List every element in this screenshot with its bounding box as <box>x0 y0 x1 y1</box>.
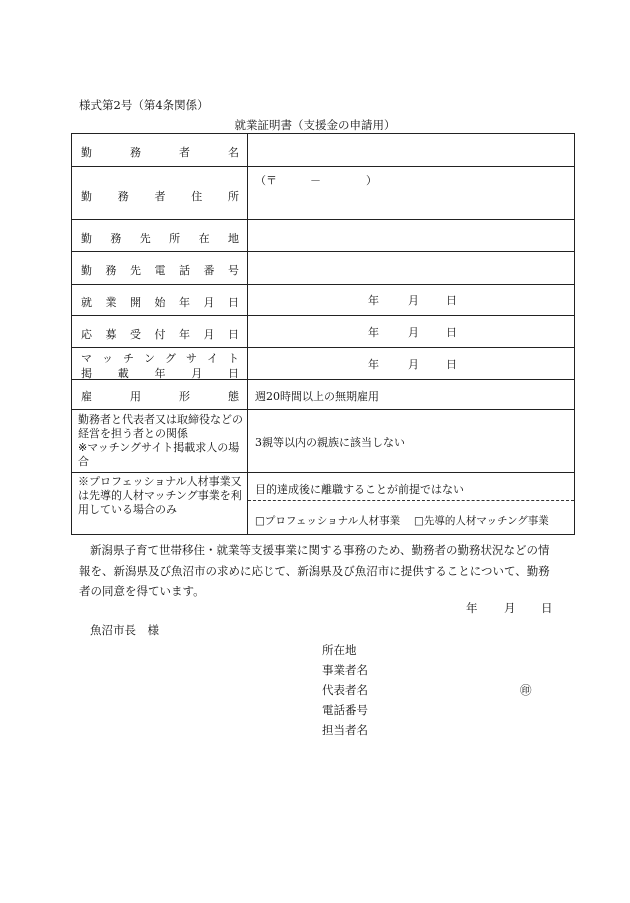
date-month: 月 <box>408 325 419 339</box>
label-char: 募 <box>105 328 117 341</box>
checkbox-lead-matching[interactable]: □先導的人材マッチング事業 <box>414 515 549 527</box>
label-char: 掲 <box>81 367 92 380</box>
label-char: 所 <box>169 232 181 245</box>
label-worker-address <box>81 188 239 204</box>
row-worker-name <box>72 134 574 167</box>
row-professional-program <box>72 473 574 534</box>
checkbox-professional[interactable]: □プロフェッショナル人材事業 <box>255 515 401 527</box>
label-employment-start <box>81 294 239 310</box>
label-char: ッ <box>102 352 113 365</box>
contact-person-label: 担当者名 <box>322 723 368 737</box>
label-char: 雇 <box>81 390 92 403</box>
label-char: 務 <box>105 264 117 277</box>
label-char: 月 <box>203 328 215 341</box>
label-char: グ <box>165 352 176 365</box>
label-matching-site-line1 <box>81 350 239 366</box>
seal-icon: ㊞ <box>520 683 532 697</box>
phone-label: 電話番号 <box>322 703 368 717</box>
date-day: 日 <box>446 357 457 371</box>
row-matching-site-date <box>72 348 574 380</box>
label-char: 勤 <box>81 146 92 159</box>
representative-label: 代表者名 <box>322 683 368 697</box>
label-char: 応 <box>81 328 92 341</box>
label-workplace-phone <box>81 262 239 278</box>
form-number: 様式第2号（第4条関係） <box>79 98 209 112</box>
date-month-label: 月 <box>504 601 516 615</box>
label-char: サ <box>186 352 197 365</box>
label-char: 載 <box>117 367 129 380</box>
consent-paragraph: 新潟県子育て世帯移住・就業等支援事業に関する事務のため、勤務者の勤務状況などの情報を、新潟県及び魚沼市の求めに応じて、新潟県及び魚沼市に提供することについて、勤務者の同意を得ています。 <box>79 543 550 598</box>
label-worker-name <box>81 144 239 160</box>
workplace-phone-field[interactable] <box>248 252 574 284</box>
employment-start-field[interactable] <box>248 285 574 315</box>
label-char: 号 <box>228 264 239 277</box>
label-workplace-address <box>81 230 239 246</box>
postal-dash: － <box>310 174 321 187</box>
label-char: ン <box>144 352 155 365</box>
application-date-field[interactable] <box>248 316 574 347</box>
label-char: 年 <box>179 328 190 341</box>
date-year: 年 <box>368 357 379 371</box>
label-char: イ <box>207 352 218 365</box>
label-employment-type <box>81 388 239 404</box>
dashed-divider <box>248 500 574 501</box>
row-employment-start <box>72 285 574 316</box>
row-application-date <box>72 316 574 348</box>
label-char: 者 <box>179 146 190 159</box>
label-char: 電 <box>154 264 166 277</box>
professional-value: 目的達成後に離職することが前提ではない <box>255 483 464 496</box>
label-char: 住 <box>191 190 203 203</box>
date-month: 月 <box>408 294 419 307</box>
label-char: 務 <box>117 190 129 203</box>
label-char: 者 <box>154 190 166 203</box>
date-month: 月 <box>408 357 419 371</box>
row-worker-address <box>72 167 574 220</box>
label-char: マ <box>81 352 92 365</box>
label-char: 先 <box>130 264 141 277</box>
worker-address-field[interactable] <box>248 167 574 219</box>
label-char: 先 <box>139 232 151 245</box>
label-char: 付 <box>154 328 166 341</box>
label-char: 勤 <box>81 264 92 277</box>
row-workplace-address <box>72 220 574 252</box>
label-char: 業 <box>105 296 117 309</box>
label-char: 日 <box>228 328 239 341</box>
label-char: 態 <box>228 390 239 403</box>
date-day: 日 <box>446 325 457 339</box>
certificate-table <box>71 133 575 535</box>
row-workplace-phone <box>72 252 574 285</box>
row-employment-type <box>72 380 574 410</box>
label-char: 始 <box>154 296 166 309</box>
label-char: ト <box>228 352 239 365</box>
label-char: 受 <box>130 328 141 341</box>
label-char: チ <box>123 352 134 365</box>
label-char: 形 <box>179 390 190 403</box>
date-year-label: 年 <box>466 601 478 615</box>
label-char: 日 <box>228 367 239 380</box>
label-char: 勤 <box>81 190 92 203</box>
label-char: 年 <box>154 367 166 380</box>
date-day-label: 日 <box>541 601 553 615</box>
label-char: 所 <box>228 190 239 203</box>
document-title: 就業証明書（支援金の申請用） <box>234 118 396 132</box>
worker-name-field[interactable] <box>248 134 574 166</box>
label-char: 勤 <box>81 232 92 245</box>
label-char: 月 <box>203 296 215 309</box>
location-label: 所在地 <box>322 643 357 657</box>
label-char: 日 <box>228 296 239 309</box>
label-professional-program: ※プロフェッショナル人材事業又は先導的人材マッチング事業を利用している場合のみ <box>78 475 242 516</box>
matching-site-date-field[interactable] <box>248 348 574 379</box>
label-char: 番 <box>203 264 215 277</box>
postal-suffix: ） <box>366 174 377 187</box>
label-char: 年 <box>179 296 190 309</box>
label-char: 話 <box>179 264 190 277</box>
label-char: 務 <box>110 232 122 245</box>
label-char: 地 <box>227 232 239 245</box>
relationship-note: ※マッチングサイト掲載求人の場合 <box>78 441 240 468</box>
label-char: 用 <box>130 390 141 403</box>
employment-type-value: 週20時間以上の無期雇用 <box>255 390 379 403</box>
label-char: 就 <box>81 296 92 309</box>
label-char: 月 <box>191 367 203 380</box>
date-day: 日 <box>446 294 457 307</box>
relationship-value: 3親等以内の親族に該当しない <box>255 436 405 449</box>
date-year: 年 <box>368 294 379 307</box>
label-char: 開 <box>130 296 141 309</box>
row-relationship <box>72 410 574 473</box>
label-char: 在 <box>198 232 210 245</box>
addressee: 魚沼市長 様 <box>90 623 159 637</box>
label-relationship: 勤務者と代表者又は取締役などの経営を担う者との関係 ※マッチングサイト掲載求人の場合 <box>78 413 243 468</box>
date-year: 年 <box>368 325 379 339</box>
label-char: 名 <box>228 146 239 159</box>
label-application-date <box>81 326 239 342</box>
label-char: 務 <box>130 146 141 159</box>
workplace-address-field[interactable] <box>248 220 574 251</box>
label-matching-site-line2 <box>81 365 239 381</box>
postal-prefix: （〒 <box>255 174 277 187</box>
business-name-label: 事業者名 <box>322 663 368 677</box>
